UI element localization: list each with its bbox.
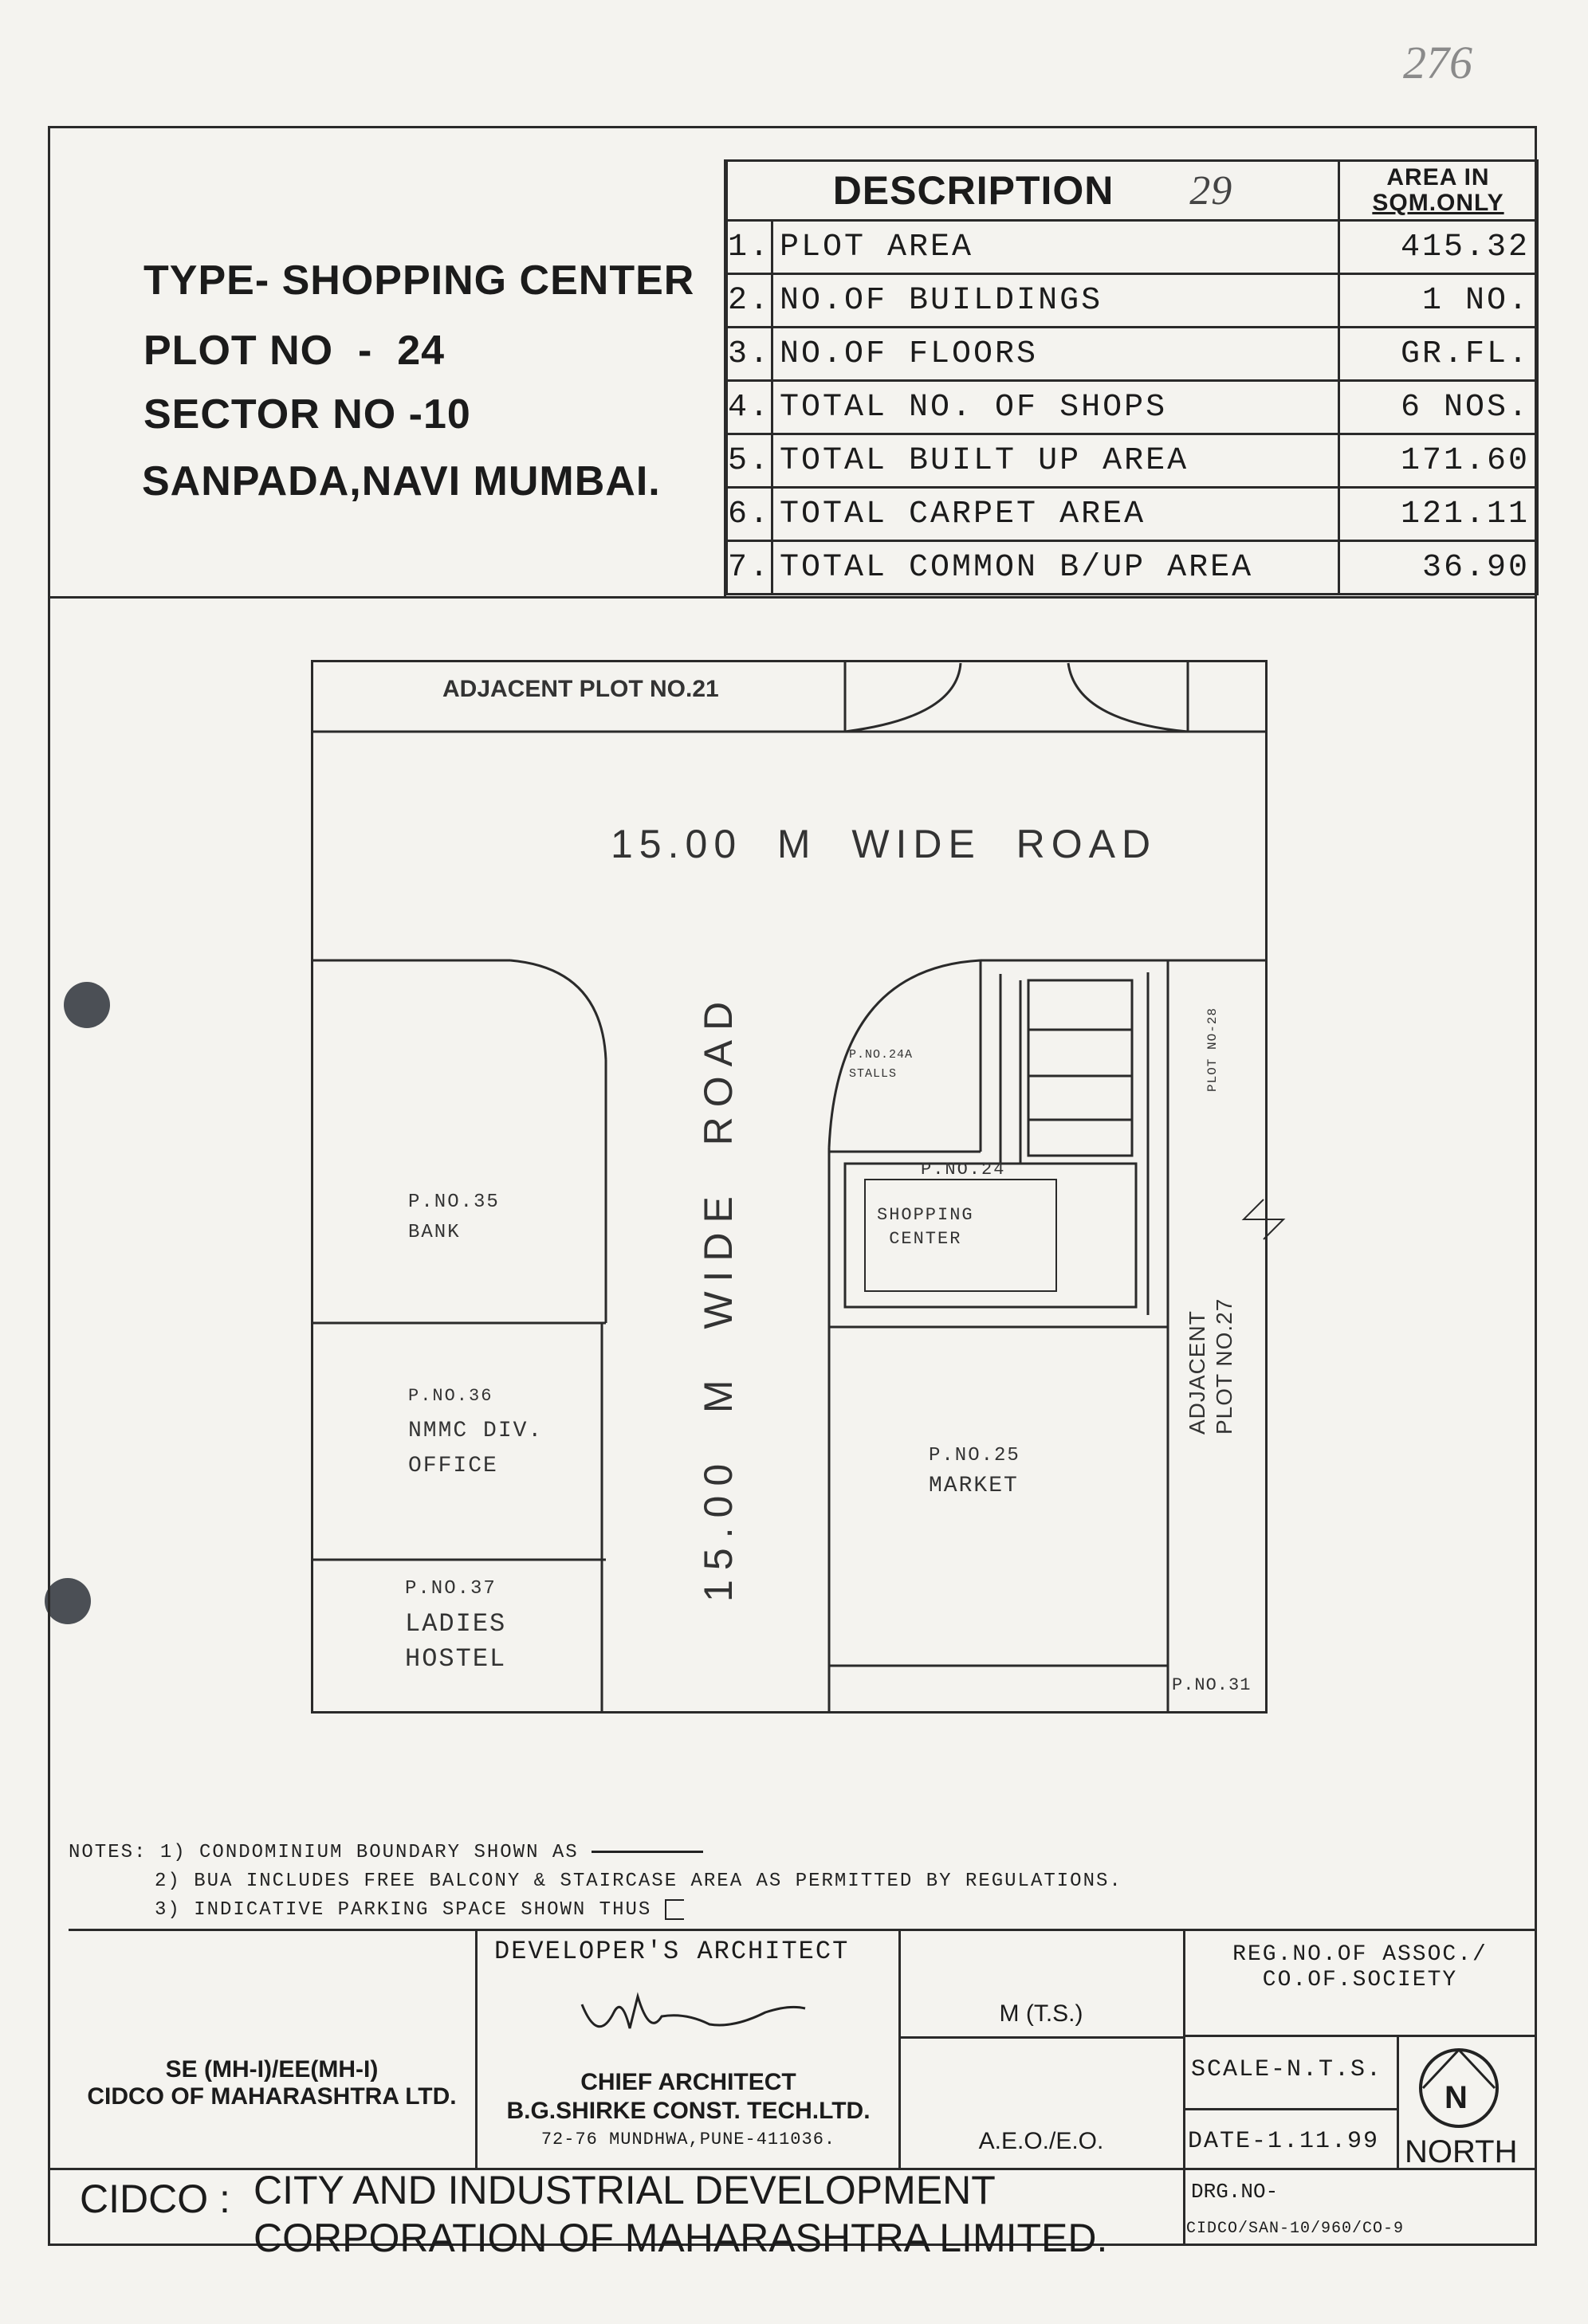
table-row: 7. TOTAL COMMON B/UP AREA 36.90 [727, 541, 1538, 595]
se-signatory: SE (MH-I)/EE(MH-I) CIDCO OF MAHARASHTRA LTD. [87, 2056, 457, 2110]
footer-h-mid [898, 2036, 1184, 2039]
table-row: 3. NO.OF FLOORS GR.FL. [727, 328, 1538, 381]
architect-block: CHIEF ARCHITECT B.G.SHIRKE CONST. TECH.LTD. 72-76 MUNDHWA,PUNE-411036. [506, 2069, 871, 2149]
description-heading: DESCRIPTION 29 [727, 161, 1339, 221]
vertical-road-label: 15.00 M WIDE ROAD [696, 991, 741, 1602]
handwritten-mark: 29 [1189, 167, 1233, 214]
north-label: NORTH [1405, 2134, 1518, 2169]
footer-v1 [475, 1929, 478, 2168]
adjacent-plot-21-label: ADJACENT PLOT NO.21 [442, 676, 719, 702]
plot-title: PLOT NO - 24 [143, 328, 446, 374]
developers-architect-label: DEVELOPER'S ARCHITECT [494, 1937, 850, 1966]
cidco-abbrev: CIDCO : [80, 2177, 230, 2221]
date-label: DATE-1.11.99 [1188, 2128, 1380, 2155]
page-number: 276 [1403, 37, 1472, 88]
table-row: 4. TOTAL NO. OF SHOPS 6 NOS. [727, 381, 1538, 434]
footer-h-right1 [1183, 2035, 1537, 2037]
table-row: 1. PLOT AREA 415.32 [727, 221, 1538, 274]
table-row: 2. NO.OF BUILDINGS 1 NO. [727, 274, 1538, 328]
table-row: 5. TOTAL BUILT UP AREA 171.60 [727, 434, 1538, 488]
area-heading: AREA IN SQM.ONLY [1339, 161, 1538, 221]
plot-24-label: P.NO.24 [921, 1160, 1006, 1180]
mts-label: M (T.S.) [999, 2000, 1083, 2027]
north-letter: N [1445, 2080, 1468, 2115]
location-title: SANPADA,NAVI MUMBAI. [142, 458, 661, 504]
cidco-full-name: CITY AND INDUSTRIAL DEVELOPMENT CORPORATION OF MAHARASHTRA LIMITED. [254, 2168, 1108, 2260]
plot-28-label: PLOT NO-28 [1205, 1007, 1220, 1092]
notes: NOTES: 1) CONDOMINIUM BOUNDARY SHOWN AS 2) BUA INCLUDES FREE BALCONY & STAIRCASE AREA AS PERMITTED BY REGULATIONS. 3) INDICATIVE PARKING SPACE SHOWN THUS [69, 1842, 1122, 1921]
plot-37-label: P.NO.37 LADIES HOSTEL [405, 1578, 507, 1674]
plot-24a-label: P.NO.24A STALLS [849, 1048, 914, 1081]
plot-36-label: P.NO.36 NMMC DIV. OFFICE [408, 1386, 544, 1478]
shopping-center-label: SHOPPING CENTER [877, 1205, 974, 1249]
scale-label: SCALE-N.T.S. [1191, 2056, 1383, 2083]
adjacent-plot-27-label: ADJACENT PLOT NO.27 [1185, 1297, 1236, 1435]
horizontal-road-label: 15.00 M WIDE ROAD [611, 822, 1158, 866]
type-title: TYPE- SHOPPING CENTER [143, 257, 695, 304]
footer-h-right2 [1183, 2108, 1398, 2110]
drawing-number-label: DRG.NO- [1191, 2180, 1279, 2204]
plot-31-label: P.NO.31 [1172, 1675, 1252, 1695]
plot-35-label: P.NO.35 BANK [408, 1191, 500, 1243]
footer-top-line [69, 1929, 1537, 1931]
signature-image [574, 1981, 813, 2052]
reg-no-label: REG.NO.OF ASSOC./ CO.OF.SOCIETY [1232, 1942, 1488, 1992]
aeo-label: A.E.O./E.O. [978, 2128, 1104, 2154]
footer-v4 [1397, 2035, 1399, 2168]
sector-title: SECTOR NO -10 [143, 391, 471, 438]
plot-25-label: P.NO.25 MARKET [929, 1445, 1020, 1498]
table-row: 6. TOTAL CARPET AREA 121.11 [727, 488, 1538, 541]
drawing-number: CIDCO/SAN-10/960/CO-9 [1186, 2220, 1405, 2238]
